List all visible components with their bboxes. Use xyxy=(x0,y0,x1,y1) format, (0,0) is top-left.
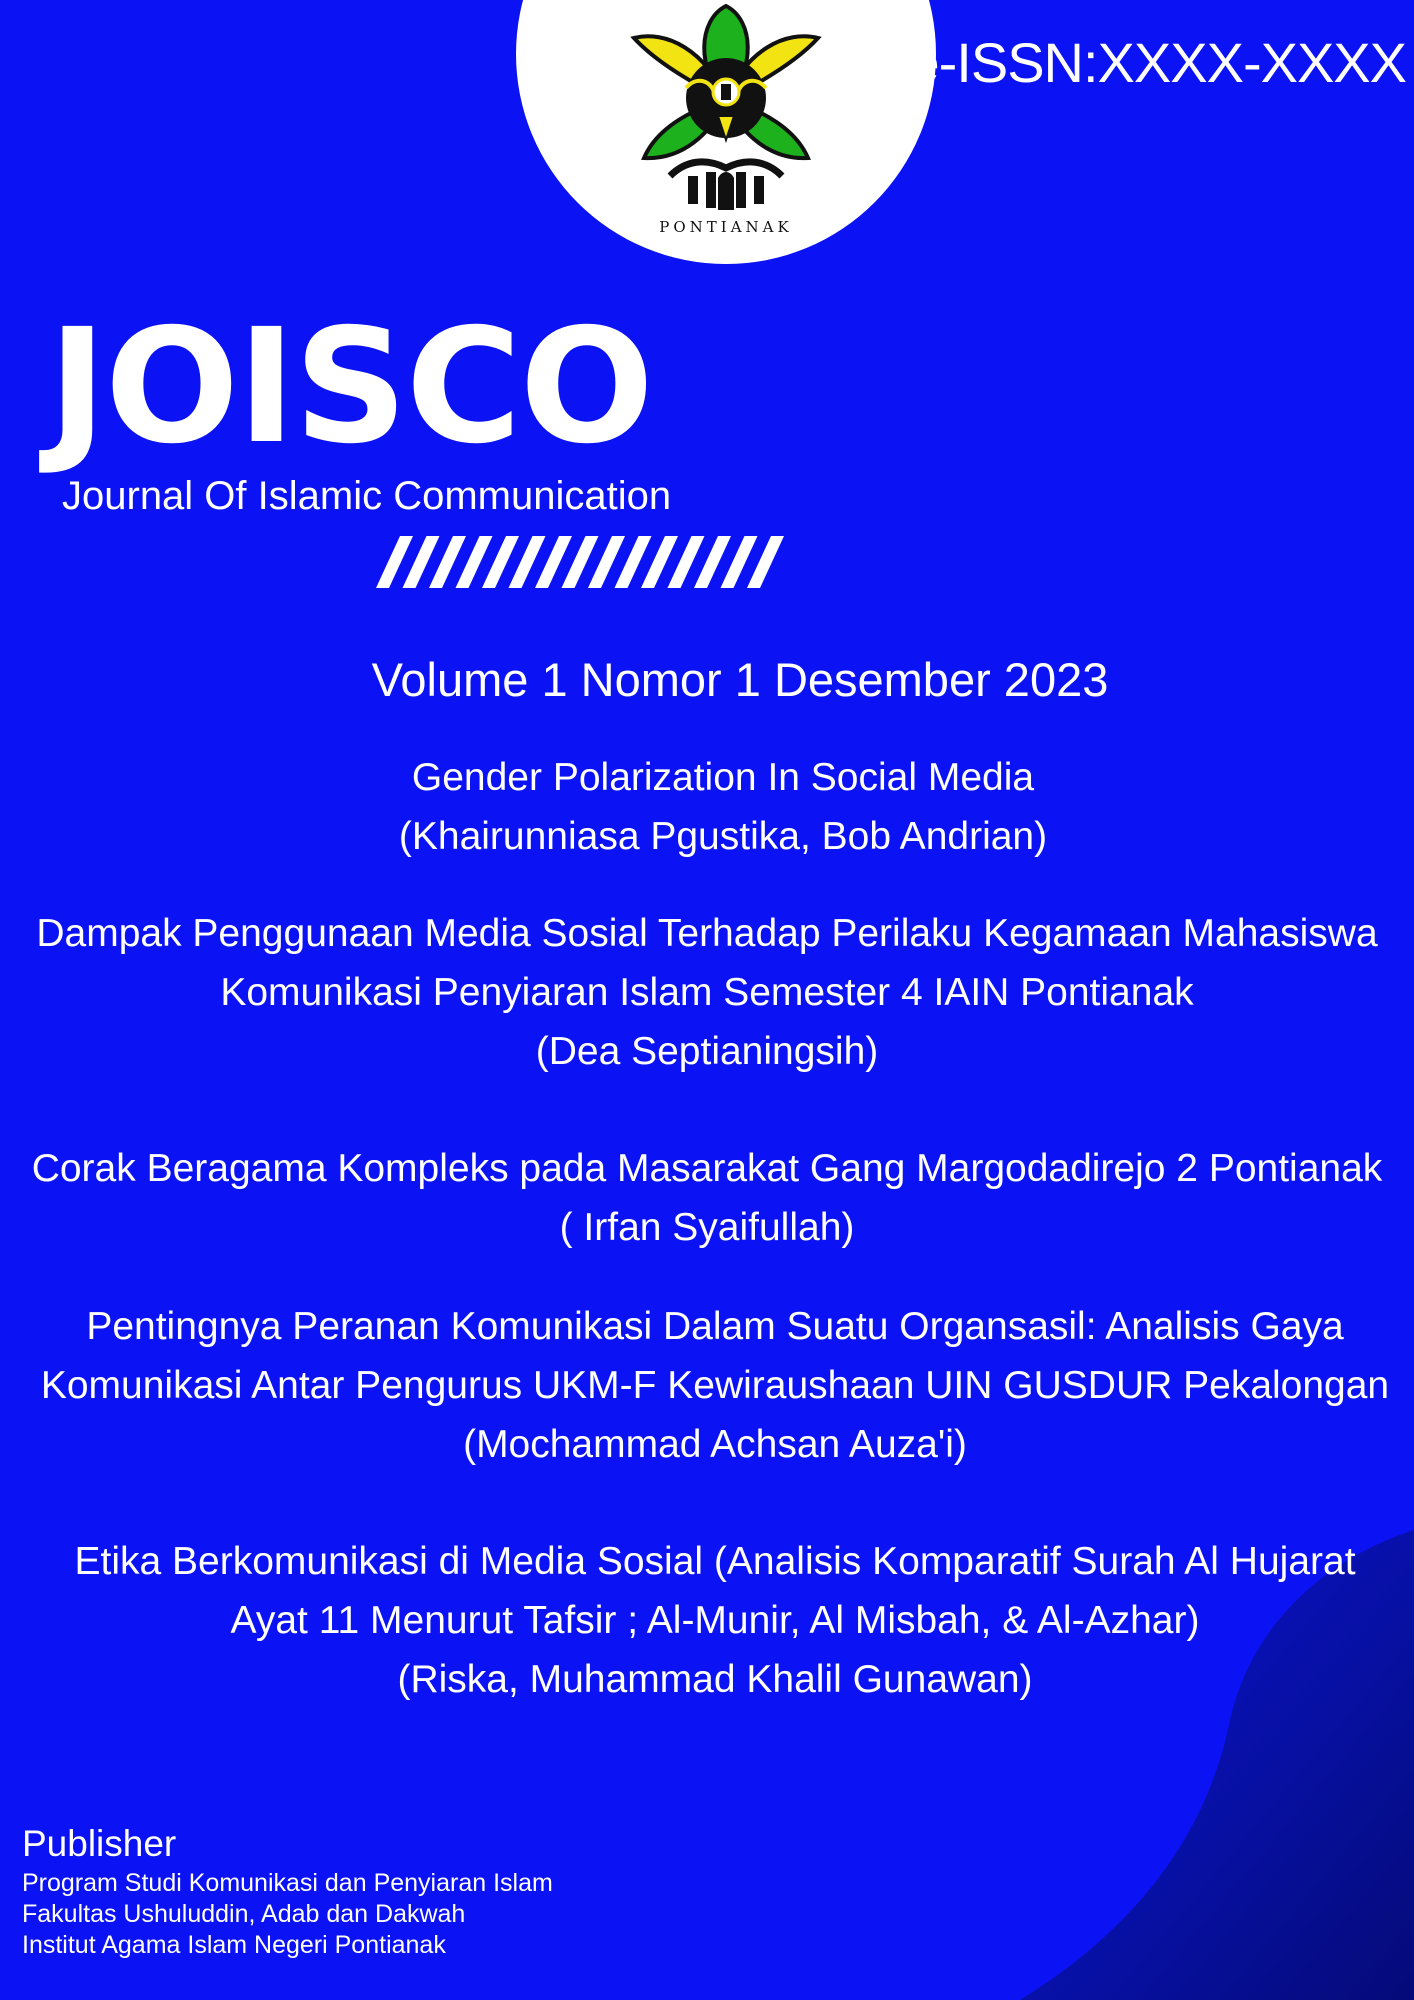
article-title-line: Komunikasi Antar Pengurus UKM-F Kewiraushaan UIN GUSDUR Pekalongan xyxy=(40,1364,1390,1407)
article-authors: (Khairunniasa Pgustika, Bob Andrian) xyxy=(398,815,1048,858)
journal-title: JOISCO xyxy=(48,295,652,479)
iain-pontianak-logo-icon xyxy=(626,0,826,240)
article-authors: (Dea Septianingsih) xyxy=(535,1030,879,1073)
article-title-line: Etika Berkomunikasi di Media Sosial (Analisis Komparatif Surah Al Hujarat xyxy=(74,1540,1356,1583)
publisher-institute: Institut Agama Islam Negeri Pontianak xyxy=(22,1931,446,1959)
publisher-program: Program Studi Komunikasi dan Penyiaran Islam xyxy=(22,1869,553,1897)
article-5 xyxy=(0,1532,1414,1709)
article-3 xyxy=(0,1139,1414,1257)
volume-issue: Volume 1 Nomor 1 Desember 2023 xyxy=(371,653,1109,706)
article-authors: ( Irfan Syaifullah) xyxy=(559,1206,855,1249)
article-2 xyxy=(0,904,1414,1081)
logo-text: PONTIANAK xyxy=(659,218,793,236)
publisher-block xyxy=(22,1820,553,1961)
journal-subtitle: Journal Of Islamic Communication xyxy=(62,474,672,518)
article-title-line: Komunikasi Penyiaran Islam Semester 4 IAIN Pontianak xyxy=(220,971,1194,1014)
issn-number: e-ISSN:XXXX-XXXX xyxy=(908,31,1406,94)
publisher-heading: Publisher xyxy=(22,1823,177,1864)
article-title-line: Dampak Penggunaan Media Sosial Terhadap Perilaku Kegamaan Mahasiswa xyxy=(36,912,1378,955)
article-title-line: Gender Polarization In Social Media xyxy=(411,756,1035,799)
article-title-line: Pentingnya Peranan Komunikasi Dalam Suatu Organsasil: Analisis Gaya xyxy=(86,1305,1344,1348)
article-title-line: Corak Beragama Kompleks pada Masarakat Gang Margodadirejo 2 Pontianak xyxy=(31,1147,1383,1190)
article-1 xyxy=(0,748,1414,866)
stripe-decoration xyxy=(376,536,788,588)
publisher-faculty: Fakultas Ushuluddin, Adab dan Dakwah xyxy=(22,1900,466,1928)
article-title-line: Ayat 11 Menurut Tafsir ; Al-Munir, Al Misbah, & Al-Azhar) xyxy=(230,1599,1200,1642)
article-authors: (Riska, Muhammad Khalil Gunawan) xyxy=(397,1658,1033,1701)
article-4 xyxy=(0,1297,1414,1474)
article-authors: (Mochammad Achsan Auza'i) xyxy=(463,1423,967,1466)
